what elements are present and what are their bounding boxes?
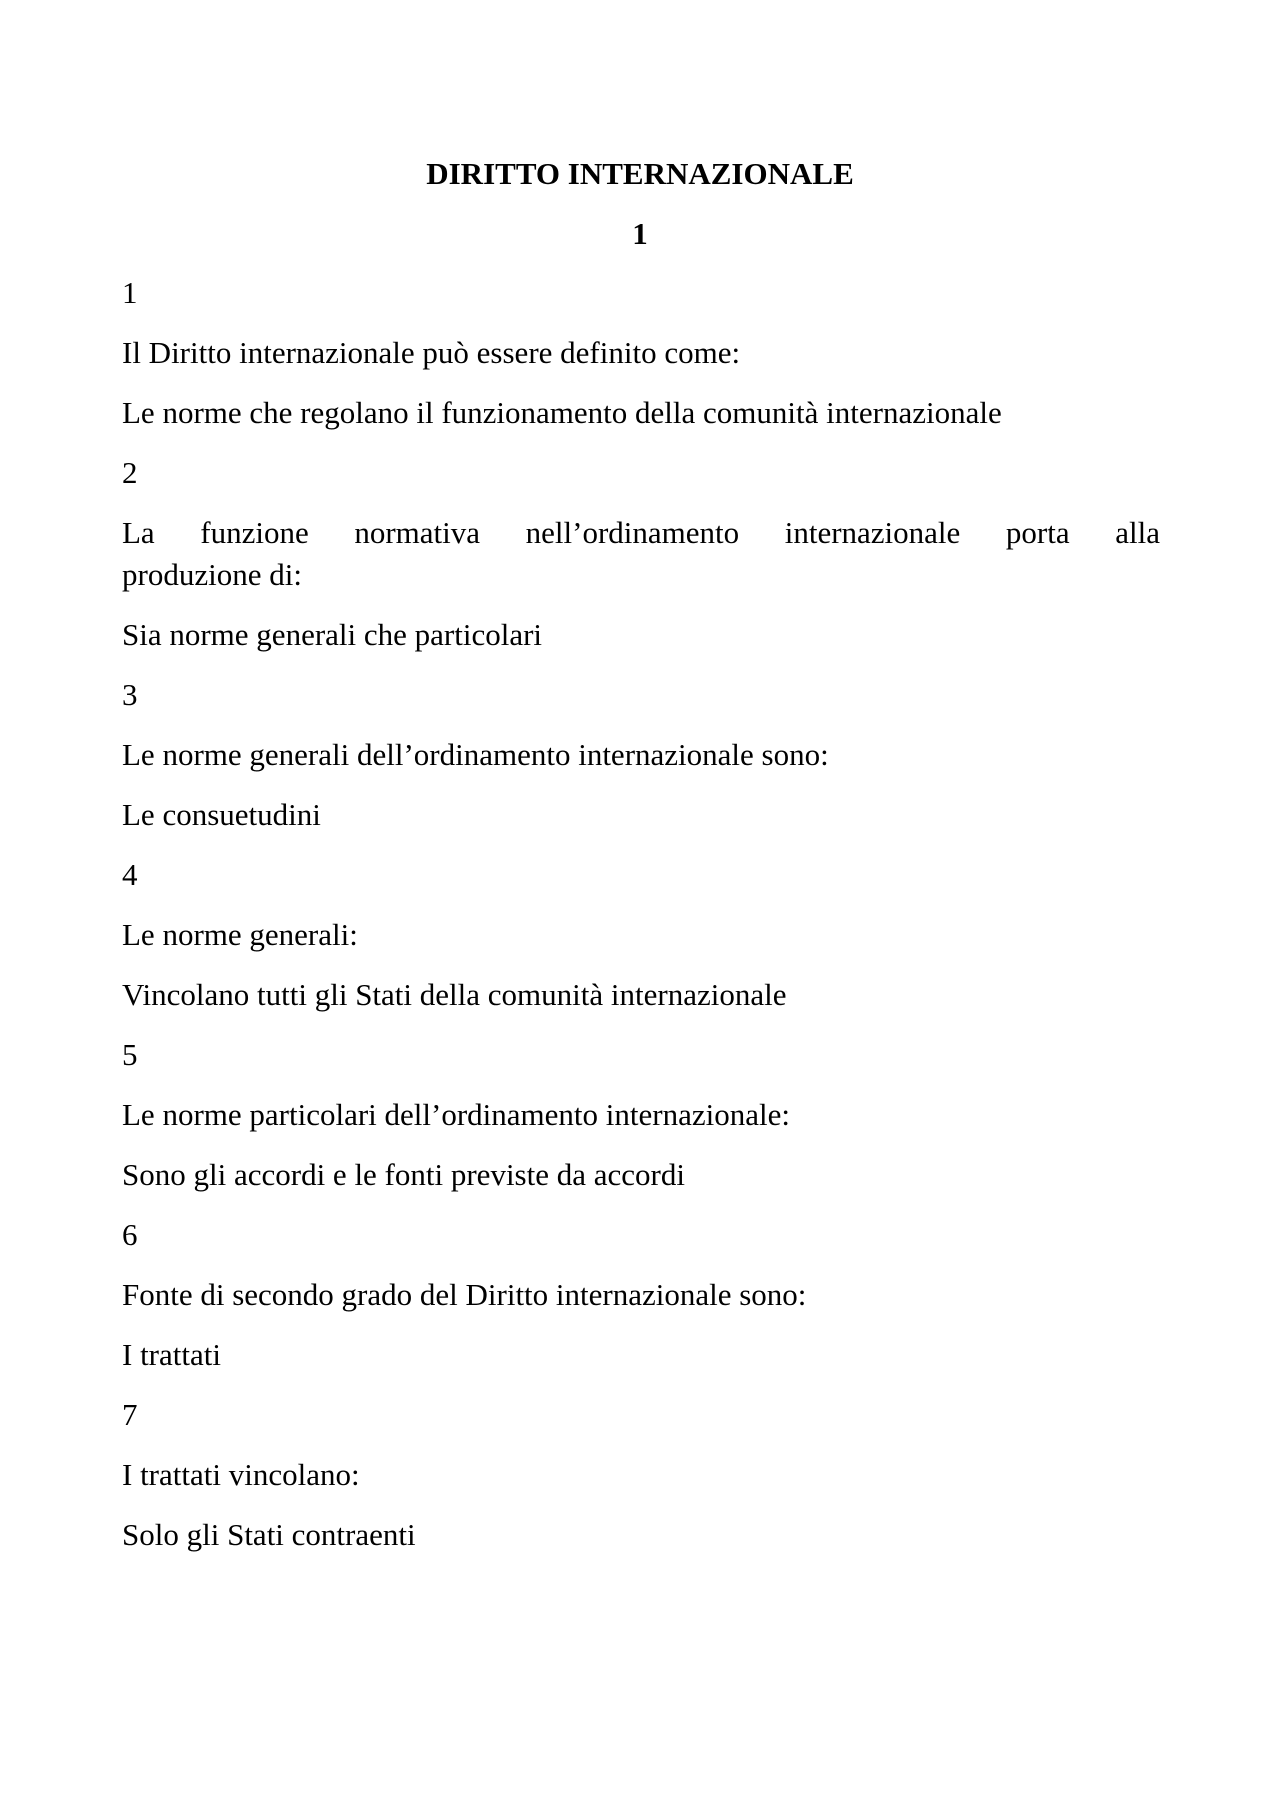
item-number-5: 5 (122, 1037, 138, 1072)
word: porta (1005, 515, 1070, 550)
item-number-2: 2 (122, 455, 138, 490)
word: internazionale (784, 515, 961, 550)
item-answer-6: I trattati (122, 1337, 221, 1372)
section-number: 1 (632, 216, 648, 251)
item-number-7: 7 (122, 1397, 138, 1432)
item-answer-5: Sono gli accordi e le fonti previste da accordi (122, 1157, 685, 1192)
item-question-1: Il Diritto internazionale può essere definito come: (122, 335, 741, 370)
item-number-6: 6 (122, 1217, 138, 1252)
item-number-4: 4 (122, 857, 138, 892)
item-answer-2: Sia norme generali che particolari (122, 617, 543, 652)
item-number-3: 3 (122, 677, 138, 712)
item-question-2-line2: produzione di: (122, 557, 302, 592)
item-question-4: Le norme generali: (122, 917, 358, 952)
item-answer-3: Le consuetudini (122, 797, 321, 832)
item-number-1: 1 (122, 275, 138, 310)
document-title: DIRITTO INTERNAZIONALE (426, 156, 854, 191)
item-question-7: I trattati vincolano: (122, 1457, 360, 1492)
item-answer-1: Le norme che regolano il funzionamento della comunità internazionale (122, 395, 1002, 430)
word: funzione (200, 515, 309, 550)
word: normativa (354, 515, 481, 550)
item-answer-7: Solo gli Stati contraenti (122, 1517, 416, 1552)
item-question-5: Le norme particolari dell’ordinamento internazionale: (122, 1097, 790, 1132)
word: La (122, 515, 155, 550)
item-question-6: Fonte di secondo grado del Diritto internazionale sono: (122, 1277, 807, 1312)
item-question-3: Le norme generali dell’ordinamento internazionale sono: (122, 737, 829, 772)
item-question-2-line1 (122, 512, 1160, 554)
item-answer-4: Vincolano tutti gli Stati della comunità internazionale (122, 977, 787, 1012)
word: nell’ordinamento (525, 515, 740, 550)
word: alla (1115, 515, 1160, 550)
